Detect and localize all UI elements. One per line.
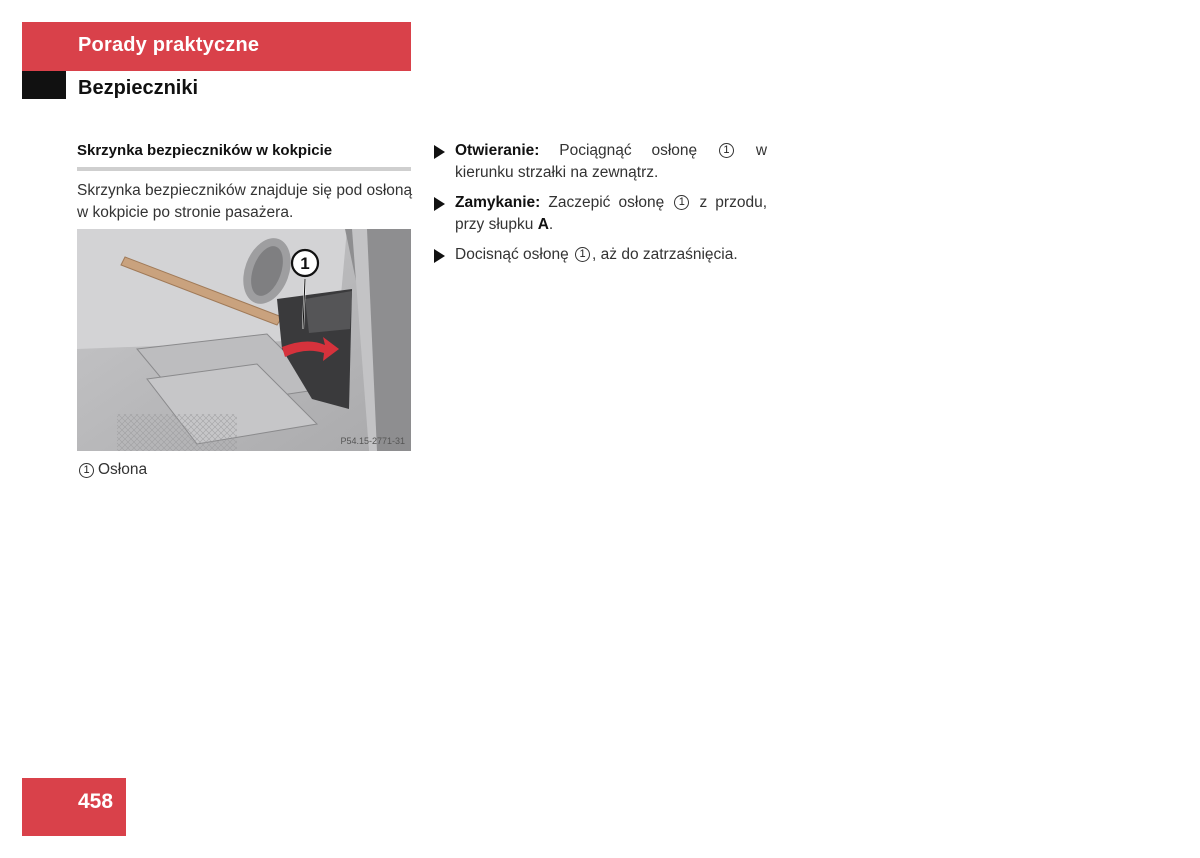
page-number-box (22, 778, 126, 836)
caption-marker: 1 (79, 463, 94, 478)
section-title: Porady praktyczne (78, 34, 260, 56)
fuse-box-illustration (77, 229, 411, 451)
figure-code: P54.15-2771-31 (340, 436, 405, 446)
step-text: , aż do zatrzaśnięcia. (592, 246, 738, 263)
caption-text: Osłona (98, 461, 148, 478)
step-marker: 1 (674, 195, 689, 210)
step-text: Docisnąć osłonę (455, 246, 574, 263)
instruction-list (433, 140, 767, 274)
step-label: Zamykanie: (455, 194, 541, 211)
cockpit-photo (77, 229, 411, 451)
step-text: w kierunku strzałki na zewnątrz. (455, 142, 768, 181)
callout-number: 1 (300, 254, 310, 273)
figure-caption (77, 461, 147, 479)
pillar-label: A (537, 216, 549, 233)
step-text: Zaczepić osłonę (540, 194, 673, 211)
step-text: Pociągnąć osłonę (539, 142, 717, 159)
step-closing (433, 192, 767, 236)
step-marker: 1 (575, 247, 590, 262)
intro-paragraph: Skrzynka bezpieczników znajduje się pod osłoną w kokpicie po stronie pasażera. (77, 182, 413, 221)
step-text: z przodu, przy słupku (455, 194, 767, 233)
step-press (433, 244, 767, 266)
subsection-heading: Skrzynka bezpieczników w kokpicie (77, 142, 411, 171)
page-number: 458 (78, 790, 114, 813)
step-marker: 1 (719, 143, 734, 158)
bullet-triangle-icon (434, 249, 445, 263)
chapter-marker (22, 71, 66, 99)
step-text: . (548, 216, 554, 233)
section-header-bar (22, 22, 411, 71)
step-label: Otwieranie: (455, 142, 540, 159)
bullet-triangle-icon (434, 197, 445, 211)
step-opening (433, 140, 767, 184)
bullet-triangle-icon (434, 145, 445, 159)
chapter-title: Bezpieczniki (78, 77, 199, 99)
